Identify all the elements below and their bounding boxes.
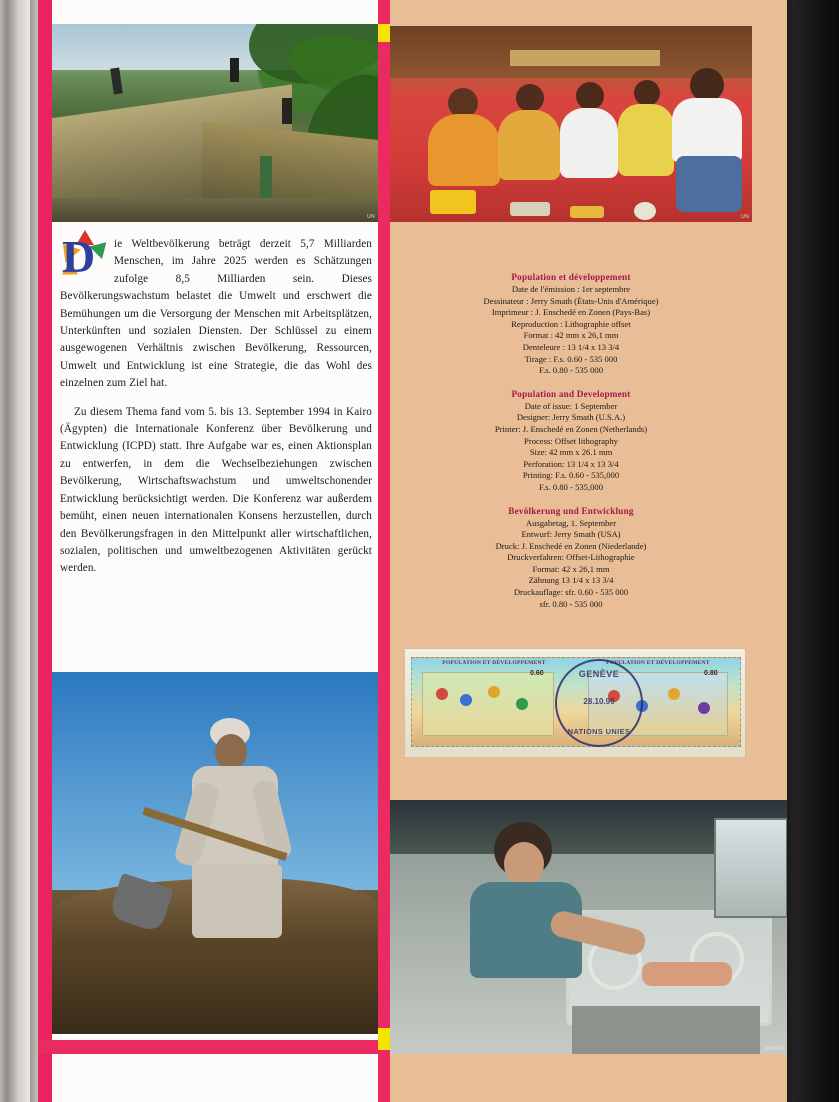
info-line: Date de l'émission : 1er septembre	[511, 284, 631, 294]
info-line: Entwurf: Jerry Smath (USA)	[521, 529, 621, 540]
center-bar-yellow-accent-top	[378, 24, 390, 42]
info-line: Format : 42 mm x 26,1 mm	[523, 330, 619, 341]
child-body	[498, 110, 560, 180]
child-body	[672, 98, 742, 162]
info-title-de: Bevölkerung und Entwicklung	[508, 505, 634, 516]
toy-truck	[430, 190, 476, 214]
postmark-date: 28.10.96	[583, 697, 615, 706]
info-line: F.s. 0.80 - 535 000	[538, 365, 603, 376]
incubator-base	[572, 1006, 760, 1054]
left-page	[52, 0, 378, 1102]
infant	[642, 962, 732, 986]
photo-man-digging	[52, 672, 378, 1034]
info-line: Date of issue: 1 September	[524, 400, 618, 411]
article-paragraph-1: ie Weltbevölkerung beträgt derzeit 5,7 Milliarden Menschen, im Jahre 2025 werden es Schätzungen zufolge 8,5 Milliarden sein. Dieses Bevölkerungswachstum belastet die Umwelt und erschwert die Bemühungen um die Versorgung der Menschen mit Arbeitsplätzen, Unterkünften und sozialen Diensten. Der Schlüssel zu einem ausgewogenen Verhältnis zwischen Bevölkerung, Ressourcen, Umwelt und Entwicklung ist eine Strategie, die das Wohl des einzelnen zum Ziel hat.	[60, 238, 372, 390]
photo-children-with-toys	[390, 26, 752, 222]
child-jeans	[676, 156, 742, 212]
info-line: Druckauflage: sfr. 0.60 - 535 000	[513, 587, 629, 598]
toy-ball	[634, 202, 656, 220]
photo-ground	[52, 198, 378, 222]
info-block-de	[390, 506, 752, 611]
dropcap-wrapper	[62, 231, 106, 282]
stamp-figure	[460, 694, 472, 706]
photo-thatch-roof-construction	[52, 24, 378, 222]
info-line: Denteleure : 13 1/4 x 13 3/4	[522, 341, 620, 352]
info-block-en	[390, 389, 752, 494]
window	[714, 818, 787, 918]
child-body	[428, 114, 500, 186]
info-line: Druck: J. Enschedé en Zonen (Niederlande)	[495, 540, 647, 551]
info-block-fr	[390, 272, 752, 377]
child-head	[516, 84, 544, 112]
photo-credit: UN	[741, 214, 749, 220]
info-line: Ausgabetag, 1. September	[525, 517, 617, 528]
postmark-authority: NATIONS UNIES	[567, 727, 631, 736]
stamp-technical-details-panel	[390, 228, 752, 640]
man-head	[215, 734, 247, 770]
photo-nurse-with-incubator	[390, 800, 787, 1054]
info-line: Format: 42 x 26,1 mm	[532, 563, 610, 574]
photo-shelf	[510, 50, 660, 66]
center-color-bar	[378, 0, 390, 1102]
toy-block	[570, 206, 604, 218]
child-head	[576, 82, 604, 110]
nurse-face	[504, 842, 544, 886]
child-body	[618, 104, 674, 176]
stamp-right-header: POPULATION ET DÉVELOPPEMENT	[606, 660, 710, 666]
toy-block	[510, 202, 550, 216]
photo-credit: UN	[367, 214, 375, 220]
info-line: F.s. 0.80 - 535,000	[538, 481, 603, 492]
stamp-figure	[698, 702, 710, 714]
stamp-left-header: POPULATION ET DÉVELOPPEMENT	[442, 660, 546, 666]
stamp-figure	[516, 698, 528, 710]
info-line: Designer: Jerry Smath (U.S.A.)	[516, 412, 626, 423]
article-paragraph-2: Zu diesem Thema fand vom 5. bis 13. September 1994 in Kairo (Ägypten) die Internationale Konferenz über Bevölkerung und Entwicklung (ICPD) statt. Ihre Aufgabe war es, einen Aktionsplan zu entwerfen, in dem die Wechselbeziehungen zwischen Bevölkerung, Wirtschaftswachstum und umweltschonender Entwicklung berücksichtigt werden. Die Konferenz war außerdem bemüht, einen neuen internationalen Konsens herzustellen, durch den Bevölkerungsfragen in den Mittelpunkt aller wirtschaftlichen, sozialen, politischen und umweltbezogenen Aktivitäten gerückt werden.	[60, 405, 372, 575]
stamp-figure	[436, 688, 448, 700]
postmark-cancellation	[555, 659, 643, 747]
bottom-color-bar	[38, 1040, 390, 1054]
info-line: Zähnung 13 1/4 x 13 3/4	[528, 575, 614, 586]
info-line: Tirage : F.s. 0.60 - 535 000	[524, 353, 618, 364]
info-line: Printer: J. Enschedé en Zonen (Netherlands)	[494, 423, 648, 434]
info-line: Dessinateur : Jerry Smath (États-Unis d'Amérique)	[483, 295, 659, 306]
decorative-dropcap	[62, 231, 106, 282]
info-title-en: Population and Development	[511, 388, 631, 399]
worker-figure	[230, 58, 239, 82]
right-page	[390, 0, 787, 1102]
worker-figure	[260, 156, 272, 200]
center-bar-yellow-accent-bottom	[378, 1028, 390, 1050]
child-head	[634, 80, 660, 106]
article-text-column	[60, 231, 372, 589]
info-line: Perforation: 13 1/4 x 13 3/4	[523, 458, 619, 469]
photo-credit-bottom: UNICEF	[763, 1046, 784, 1052]
stamp-right-denomination: 0.80	[704, 670, 718, 677]
info-line: Printing: F.s. 0.60 - 535,000	[522, 470, 620, 481]
postmark-city: GENÈVE	[578, 669, 620, 679]
info-line: Imprimeur : J. Enschedé en Zonen (Pays-Bas)	[491, 307, 651, 318]
background-dark-surface	[783, 0, 839, 1102]
stamp-left-artwork	[422, 672, 554, 736]
dropcap-letter: D	[62, 231, 96, 282]
man-legs	[192, 864, 282, 938]
info-line: Size: 42 mm x 26.1 mm	[529, 447, 613, 458]
article-body	[60, 231, 372, 578]
child-head	[690, 68, 724, 102]
child-body	[560, 108, 618, 178]
info-title-fr: Population et développement	[511, 272, 631, 282]
spine-color-bar	[38, 0, 52, 1102]
stamp-figure	[488, 686, 500, 698]
info-line: Druckverfahren: Offset-Lithographie	[507, 552, 635, 563]
worker-figure	[282, 98, 292, 124]
worker-figure	[110, 68, 123, 95]
stamp-left-denomination: 0.60	[530, 670, 544, 677]
info-line: Process: Offset lithography	[524, 435, 618, 446]
info-line: Reproduction : Lithographie offset	[511, 318, 631, 329]
stamp-figure	[668, 688, 680, 700]
info-line: sfr. 0.80 - 535 000	[539, 598, 603, 609]
first-day-cover	[404, 648, 746, 758]
